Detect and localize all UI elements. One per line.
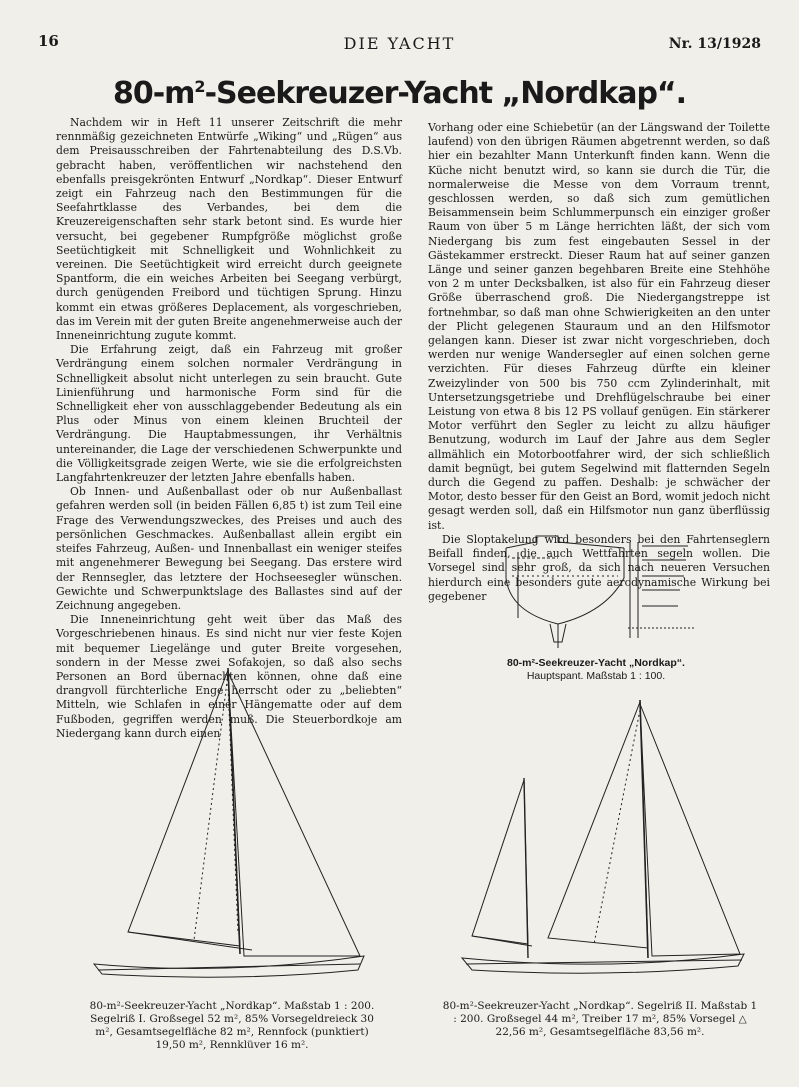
page-number: 16: [38, 32, 59, 50]
paragraph: Die Erfahrung zeigt, daß ein Fahrzeug mit großer Verdrängung einem solchen normaler Verdrängung in Schnelligkeit absolut nicht unterlegen zu sein braucht. Gute Linienführung und harmonische Form sind für die Schnelligkeit eher von ausschlaggebender Bedeutung als ein Plus oder Minus von einem kleinen Bruchteil der Verdrängung. Die Hauptabmessungen, ihr Verhältnis untereinander, die Lage der verschiedenen Schwerpunkte und die Völligkeitsgrade zeigen Werte, wie sie die erfolgreichsten Langfahrtenkreuzer der letzten Jahre ebenfalls haben.: [56, 343, 402, 485]
issue-number: Nr. 13/1928: [668, 36, 761, 52]
paragraph: Die Sloptakelung wird besonders bei den Fahrtenseglern Beifall finden, die auch Wettfahrten segeln wollen. Die Vorsegel sind sehr groß, da sich nach neueren Versuchen hierdurch eine besonders gute aerodynamische Wirkung bei gegebener: [428, 532, 770, 603]
paragraph: Die Inneneinrichtung geht weit über das Maß des Vorgeschriebenen hinaus. Es sind nicht nur vier feste Kojen mit bequemer Liegelänge und guter Breite vorgesehen, sondern in der Messe zwei Sofakojen, so daß also sechs Personen an Bord übernachten können, ohne daß eine drangvoll fürchterliche Enge herrscht oder zu „beliebten“ Mitteln, wie Schlafen in einer Hängematte oder auf dem Fußboden, gegriffen werden muß. Die Steuerbordkoje am Niedergang kann durch einen: [56, 613, 402, 740]
paragraph: Nachdem wir in Heft 11 unserer Zeitschrift die mehr rennmäßig gezeichneten Entwürfe „Wiking“ und „Rügen“ aus dem Preisausschreiben der Fahrtenabteilung des D.S.Vb. gebracht haben, veröffentlichen wir nachstehend den ebenfalls preisgekrönten Entwurf „Nordkap“. Dieser Entwurf zeigt ein Fahrzeug nach den Bestimmungen für die Seefahrtklasse des Verbandes, bei dem die Kreuzereigenschaften sehr stark betont sind. Es wurde hier versucht, bei gegebener Rumpfgröße möglichst große Seetüchtigkeit mit Schnelligkeit und Wohnlichkeit zu vereinen. Die Seetüchtigkeit wird erreicht durch geeignete Spantform, die ein weiches Arbeiten bei Seegang verbürgt, durch genügenden Freibord und tüchtigen Sprung. Hinzu kommt ein etwas größeres Deplacement, als vorgeschrieben, das im Verein mit der guten Breite angenehmerweise auch der Inneneinrichtung zugute kommt.: [56, 116, 402, 343]
sail-plan-two-drawing: [458, 696, 758, 994]
magazine-title: DIE YACHT: [343, 34, 456, 53]
left-column: [56, 116, 402, 741]
midship-caption: [496, 657, 696, 683]
article-title: $80-m^2-Seekreuzer$-Yacht „Nordkap“.: [112, 76, 687, 111]
paragraph: Vorhang oder eine Schiebetür (an der Längswand der Toilette laufend) von den übrigen Räumen abgetrennt werden, so daß hier ein bezahlter Mann Unterkunft finden kann. Wenn die Küche nicht benutzt wird, so kann sie durch die Tür, die normalerweise die Messe von dem Vorraum trennt, geschlossen werden, so daß sich zum gemütlichen Beisammensein beim Schlummerpunsch ein einziger großer Raum von über 5 m Länge herrichten läßt, der sich vom Niedergang bis zum fest eingebauten Sessel in der Gästekammer erstreckt. Dieser Raum hat auf seiner ganzen Länge und seiner ganzen begehbaren Breite eine Stehhöhe von 2 m unter Decksbalken, ist also für ein Fahrzeug dieser Größe überraschend groß. Die Niedergangstreppe ist fortnehmbar, so daß man ohne Schwierigkeiten an den unter der Plicht gelegenen Stauraum und an den Hilfsmotor gelangen kann. Dieser ist zwar nicht vorgeschrieben, doch werden nur wenige Wandersegler auf einen solchen gerne verzichten. Für dieses Fahrzeug dürfte ein kleiner Zweizylinder von 500 bis 750 ccm Zylinderinhalt, mit Untersetzungsgetriebe und Drehflügelschraube bei einer Leistung von etwa 8 bis 12 PS vollauf genügen. Ein stärkerer Motor verführt den Segler zu leicht zu allzu häufiger Benutzung, wodurch im Lauf der Jahre aus dem Segler allmählich ein Motorbootfahrer wird, der sich schließlich damit begnügt, bei gutem Segelwind mit flatternden Segeln durch die Gegend zu paffen. Deshalb: je schwächer der Motor, desto besser für den Geist an Bord, womit jedoch nicht gesagt werden soll, daß ein Hilfsmotor nun ganz überflüssig ist.: [428, 121, 770, 532]
midship-section-drawing: [498, 528, 698, 654]
sail-plan-two-caption: 80-m²-Seekreuzer-Yacht „Nordkap“. Segelriß II. Maßstab 1 : 200. Großsegel 44 m², Treiber 17 m², 85% Vorsegel △ 22,56 m², Gesamtsegelfläche 83,56 m².: [442, 1000, 758, 1038]
sail-plan-one-drawing: [88, 664, 378, 994]
midship-caption-title: 80-m²-Seekreuzer-Yacht „Nordkap“.: [507, 657, 685, 669]
page-header: [38, 30, 761, 54]
sail-plan-one-caption: 80-m²-Seekreuzer-Yacht „Nordkap“. Maßstab 1 : 200. Segelriß I. Großsegel 52 m², 85% Vorsegeldreieck 30 m², Gesamtsegelfläche 82 m², Rennfock (punktiert) 19,50 m², Rennklüver 16 m².: [89, 1000, 375, 1051]
paragraph: Ob Innen- und Außenballast oder ob nur Außenballast gefahren werden soll (in beiden Fällen 6,85 t) ist zum Teil eine Frage des Verwendungszweckes, des Preises und auch des persönlichen Geschmackes. Außenballast allein ergibt ein steifes Fahrzeug, Außen- und Innenballast ein weniger steifes mit angenehmerer Bewegung bei Seegang. Das erstere wird der Rennsegler, das letztere der Hochseesegler wünschen. Gewichte und Schwerpunktslage des Ballastes sind auf der Zeichnung angegeben.: [56, 485, 402, 612]
midship-caption-sub: Hauptspant. Maßstab 1 : 100.: [526, 670, 666, 682]
